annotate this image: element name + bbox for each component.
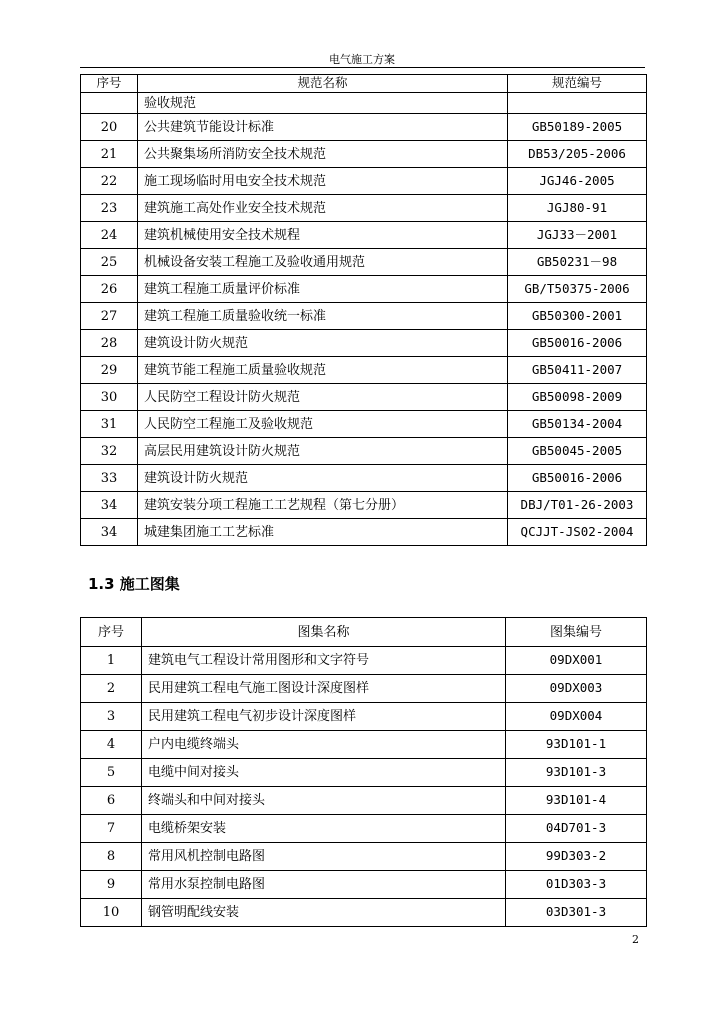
table-row <box>81 303 647 330</box>
cell-no: 23 <box>81 195 138 222</box>
table-row <box>81 465 647 492</box>
cell-no: 34 <box>81 519 138 546</box>
cell-code: GB50134-2004 <box>508 411 647 438</box>
cell-no: 20 <box>81 114 138 141</box>
table-row <box>81 675 647 703</box>
cell-code: GB50411-2007 <box>508 357 647 384</box>
cell-code: 04D701-3 <box>506 815 647 843</box>
cell-code: DB53/205-2006 <box>508 141 647 168</box>
cell-code: GB50098-2009 <box>508 384 647 411</box>
cell-no: 8 <box>81 843 142 871</box>
table-row <box>81 815 647 843</box>
cell-no: 1 <box>81 647 142 675</box>
cell-no <box>81 93 138 114</box>
table-row <box>81 759 647 787</box>
cell-no: 31 <box>81 411 138 438</box>
standards-table <box>80 74 647 546</box>
cell-name: 建筑机械使用安全技术规程 <box>138 222 508 249</box>
cell-no: 22 <box>81 168 138 195</box>
cell-name: 民用建筑工程电气施工图设计深度图样 <box>142 675 506 703</box>
cell-code: JGJ46-2005 <box>508 168 647 195</box>
table-row <box>81 731 647 759</box>
cell-no: 27 <box>81 303 138 330</box>
table-row <box>81 114 647 141</box>
cell-name: 建筑设计防火规范 <box>138 330 508 357</box>
table-row-continuation <box>81 93 647 114</box>
cell-name: 建筑施工高处作业安全技术规范 <box>138 195 508 222</box>
cell-no: 6 <box>81 787 142 815</box>
cell-no: 9 <box>81 871 142 899</box>
table-row <box>81 411 647 438</box>
cell-no: 26 <box>81 276 138 303</box>
table-row <box>81 141 647 168</box>
cell-code: GB50231－98 <box>508 249 647 276</box>
atlas-table <box>80 617 647 927</box>
cell-code: 09DX004 <box>506 703 647 731</box>
cell-code: 09DX003 <box>506 675 647 703</box>
cell-code: GB50016-2006 <box>508 465 647 492</box>
cell-no: 32 <box>81 438 138 465</box>
cell-name: 建筑节能工程施工质量验收规范 <box>138 357 508 384</box>
cell-code: DBJ/T01-26-2003 <box>508 492 647 519</box>
cell-code: 99D303-2 <box>506 843 647 871</box>
column-header-code: 规范编号 <box>508 75 647 93</box>
cell-code: 93D101-3 <box>506 759 647 787</box>
cell-name: 钢管明配线安装 <box>142 899 506 927</box>
table-row <box>81 647 647 675</box>
cell-code <box>508 93 647 114</box>
cell-name: 人民防空工程设计防火规范 <box>138 384 508 411</box>
table-row <box>81 703 647 731</box>
section-heading: 1.3 施工图集 <box>88 575 180 593</box>
cell-code: GB50016-2006 <box>508 330 647 357</box>
table-row <box>81 492 647 519</box>
cell-name: 民用建筑工程电气初步设计深度图样 <box>142 703 506 731</box>
page-header-title: 电气施工方案 <box>329 53 395 66</box>
cell-no: 4 <box>81 731 142 759</box>
table-row <box>81 438 647 465</box>
cell-code: GB/T50375-2006 <box>508 276 647 303</box>
cell-no: 3 <box>81 703 142 731</box>
cell-code: 93D101-4 <box>506 787 647 815</box>
table-row <box>81 330 647 357</box>
cell-no: 25 <box>81 249 138 276</box>
cell-code: JGJ80-91 <box>508 195 647 222</box>
table-row <box>81 787 647 815</box>
cell-name: 电缆桥架安装 <box>142 815 506 843</box>
cell-no: 29 <box>81 357 138 384</box>
cell-name: 城建集团施工工艺标准 <box>138 519 508 546</box>
cell-code: GB50189-2005 <box>508 114 647 141</box>
cell-name: 户内电缆终端头 <box>142 731 506 759</box>
table-row <box>81 249 647 276</box>
cell-name: 常用水泵控制电路图 <box>142 871 506 899</box>
cell-code: GB50045-2005 <box>508 438 647 465</box>
table-row <box>81 276 647 303</box>
cell-no: 34 <box>81 492 138 519</box>
cell-no: 30 <box>81 384 138 411</box>
cell-name: 施工现场临时用电安全技术规范 <box>138 168 508 195</box>
cell-name: 人民防空工程施工及验收规范 <box>138 411 508 438</box>
table-row <box>81 871 647 899</box>
column-header-no: 序号 <box>81 618 142 647</box>
header-divider <box>80 67 645 68</box>
cell-code: 09DX001 <box>506 647 647 675</box>
cell-name: 建筑安装分项工程施工工艺规程（第七分册） <box>138 492 508 519</box>
column-header-code: 图集编号 <box>506 618 647 647</box>
cell-name: 建筑工程施工质量评价标准 <box>138 276 508 303</box>
cell-code: QCJJT-JS02-2004 <box>508 519 647 546</box>
cell-no: 24 <box>81 222 138 249</box>
standards-table-header <box>81 75 647 93</box>
cell-name: 终端头和中间对接头 <box>142 787 506 815</box>
cell-code: GB50300-2001 <box>508 303 647 330</box>
cell-name: 建筑电气工程设计常用图形和文字符号 <box>142 647 506 675</box>
table-row <box>81 195 647 222</box>
table-row <box>81 222 647 249</box>
atlas-table-header <box>81 618 647 647</box>
table-row <box>81 384 647 411</box>
cell-code: 01D303-3 <box>506 871 647 899</box>
cell-no: 21 <box>81 141 138 168</box>
cell-name: 建筑设计防火规范 <box>138 465 508 492</box>
cell-no: 33 <box>81 465 138 492</box>
page-number: 2 <box>632 933 639 946</box>
table-row <box>81 843 647 871</box>
table-row <box>81 168 647 195</box>
cell-code: JGJ33－2001 <box>508 222 647 249</box>
cell-name: 公共建筑节能设计标准 <box>138 114 508 141</box>
column-header-name: 规范名称 <box>138 75 508 93</box>
table-row <box>81 357 647 384</box>
table-row <box>81 519 647 546</box>
cell-no: 5 <box>81 759 142 787</box>
cell-no: 10 <box>81 899 142 927</box>
cell-name: 公共聚集场所消防安全技术规范 <box>138 141 508 168</box>
cell-no: 2 <box>81 675 142 703</box>
cell-code: 03D301-3 <box>506 899 647 927</box>
cell-name: 验收规范 <box>138 93 508 114</box>
cell-name: 常用风机控制电路图 <box>142 843 506 871</box>
cell-no: 7 <box>81 815 142 843</box>
cell-no: 28 <box>81 330 138 357</box>
table-row <box>81 899 647 927</box>
cell-code: 93D101-1 <box>506 731 647 759</box>
column-header-no: 序号 <box>81 75 138 93</box>
cell-name: 建筑工程施工质量验收统一标准 <box>138 303 508 330</box>
cell-name: 电缆中间对接头 <box>142 759 506 787</box>
cell-name: 高层民用建筑设计防火规范 <box>138 438 508 465</box>
column-header-name: 图集名称 <box>142 618 506 647</box>
cell-name: 机械设备安装工程施工及验收通用规范 <box>138 249 508 276</box>
